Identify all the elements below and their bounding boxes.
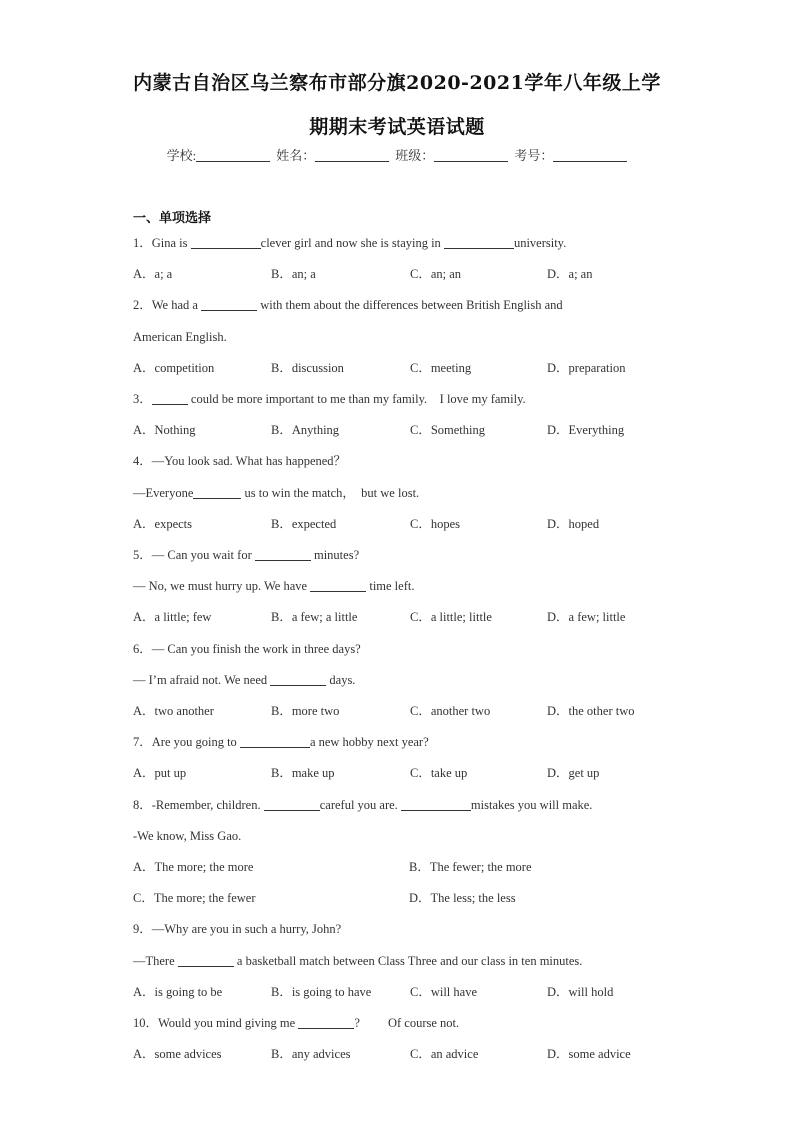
option-c[interactable]: C．will have bbox=[410, 984, 478, 999]
option-b[interactable]: B．discussion bbox=[271, 360, 344, 375]
answer-blank[interactable] bbox=[240, 735, 310, 748]
question-text: —There bbox=[133, 953, 178, 968]
answer-blank[interactable] bbox=[178, 954, 234, 967]
section-heading: 一、单项选择 bbox=[133, 211, 212, 226]
option-c[interactable]: C．take up bbox=[410, 766, 468, 781]
number-label: 考号： bbox=[514, 148, 554, 163]
question-text: 6．— Can you finish the work in three days? bbox=[133, 641, 361, 656]
option-a[interactable]: A．two another bbox=[133, 704, 214, 718]
option-a[interactable]: A．some advices bbox=[133, 1047, 222, 1062]
option-c[interactable]: C．meeting bbox=[410, 360, 472, 375]
option-a[interactable]: A．The more; the more bbox=[133, 860, 254, 874]
question-text: mistakes you will make. bbox=[470, 797, 593, 812]
question-6-line-1 bbox=[133, 640, 361, 658]
question-text: minutes? bbox=[310, 548, 360, 562]
question-text: 3． bbox=[133, 392, 152, 406]
option-c[interactable]: C．an advice bbox=[410, 1047, 479, 1062]
option-b[interactable]: B．more two bbox=[271, 704, 340, 718]
question-2-line-2 bbox=[133, 328, 227, 346]
answer-blank[interactable] bbox=[264, 798, 320, 811]
question-9-line-1 bbox=[133, 920, 341, 938]
option-b[interactable]: B．a few; a little bbox=[271, 610, 358, 625]
answer-blank[interactable] bbox=[298, 1016, 354, 1029]
option-a[interactable]: A．Nothing bbox=[133, 423, 196, 438]
question-text: with them about the differences between British English and bbox=[257, 298, 563, 313]
answer-blank[interactable] bbox=[270, 673, 326, 686]
question-9-options bbox=[133, 983, 693, 1001]
student-info-row bbox=[0, 145, 794, 164]
name-blank bbox=[315, 149, 389, 162]
question-3-line-1 bbox=[133, 390, 526, 408]
question-text: careful you are. bbox=[319, 797, 401, 812]
option-b[interactable]: B．is going to have bbox=[271, 984, 372, 999]
question-text: 8．-Remember, children. bbox=[133, 797, 264, 812]
question-text: ? Of course not. bbox=[354, 1016, 460, 1030]
question-7-options bbox=[133, 764, 693, 782]
option-c[interactable]: C．hopes bbox=[410, 516, 461, 531]
question-text: 1．Gina is bbox=[133, 236, 191, 250]
option-c[interactable]: C．a little; little bbox=[410, 610, 492, 625]
question-4-line-2 bbox=[133, 484, 419, 502]
option-b[interactable]: B．an; a bbox=[271, 267, 316, 282]
answer-blank[interactable] bbox=[193, 486, 241, 499]
question-5-line-1 bbox=[133, 546, 359, 564]
answer-blank[interactable] bbox=[255, 548, 311, 561]
school-label: 学校: bbox=[166, 148, 197, 163]
question-8-line-1 bbox=[133, 796, 592, 814]
option-d[interactable]: D．The less; the less bbox=[409, 891, 516, 906]
option-d[interactable]: D．hoped bbox=[547, 516, 600, 531]
question-text: us to win the match， but we lost. bbox=[241, 485, 420, 500]
question-text: time left. bbox=[366, 579, 415, 594]
question-5-line-2 bbox=[133, 577, 414, 595]
answer-blank[interactable] bbox=[310, 579, 366, 592]
question-4-options bbox=[133, 515, 693, 533]
question-9-line-2 bbox=[133, 952, 582, 970]
question-1-line-1 bbox=[133, 234, 566, 252]
option-b[interactable]: B．expected bbox=[271, 516, 337, 531]
option-a[interactable]: A．put up bbox=[133, 766, 187, 781]
option-d[interactable]: D．Everything bbox=[547, 423, 625, 438]
school-blank bbox=[196, 149, 270, 162]
option-d[interactable]: D．a few; little bbox=[547, 610, 626, 625]
option-d[interactable]: D．some advice bbox=[547, 1047, 631, 1062]
question-text: 9．—Why are you in such a hurry, John? bbox=[133, 922, 342, 937]
question-text: -We know, Miss Gao. bbox=[133, 828, 242, 843]
option-d[interactable]: D．will hold bbox=[547, 984, 614, 999]
option-a[interactable]: A．a little; few bbox=[133, 610, 212, 625]
question-text: 7．Are you going to bbox=[133, 735, 240, 750]
option-b[interactable]: B．The fewer; the more bbox=[409, 860, 532, 874]
question-text: 2．We had a bbox=[133, 298, 202, 313]
option-b[interactable]: B．Anything bbox=[271, 423, 340, 438]
question-text: — I’m afraid not. We need bbox=[133, 672, 271, 687]
option-c[interactable]: C．The more; the fewer bbox=[133, 891, 256, 906]
question-8-options-row-1 bbox=[133, 858, 693, 876]
option-a[interactable]: A．expects bbox=[133, 516, 193, 531]
question-1-options bbox=[133, 265, 693, 283]
option-c[interactable]: C．Something bbox=[410, 423, 486, 438]
question-text: could be more important to me than my family. I love my family. bbox=[187, 392, 526, 406]
option-d[interactable]: D．preparation bbox=[547, 360, 626, 375]
question-6-line-2 bbox=[133, 671, 355, 689]
question-text: 5．— Can you wait for bbox=[133, 548, 255, 562]
name-label: 姓名： bbox=[276, 148, 316, 163]
option-b[interactable]: B．any advices bbox=[271, 1047, 351, 1062]
question-2-options bbox=[133, 359, 693, 377]
question-text: a new hobby next year? bbox=[309, 735, 429, 750]
exam-title-line-2: 期期末考试英语试题 bbox=[309, 116, 485, 138]
question-text: university. bbox=[513, 236, 567, 250]
question-text: 4．—You look sad. What has happened？ bbox=[133, 454, 347, 469]
option-b[interactable]: B．make up bbox=[271, 766, 335, 781]
answer-blank[interactable] bbox=[191, 236, 261, 249]
answer-blank[interactable] bbox=[201, 298, 257, 311]
option-a[interactable]: A．competition bbox=[133, 360, 215, 375]
option-c[interactable]: C．an; an bbox=[410, 267, 462, 282]
question-10-line-1 bbox=[133, 1014, 459, 1032]
answer-blank[interactable] bbox=[401, 798, 471, 811]
question-7-line-1 bbox=[133, 733, 429, 751]
option-d[interactable]: D．a; an bbox=[547, 267, 593, 282]
question-3-options bbox=[133, 421, 693, 439]
exam-title-line-1: 内蒙古自治区乌兰察布市部分旗2020-2021学年八年级上学 bbox=[133, 72, 661, 94]
question-10-options bbox=[133, 1045, 693, 1063]
question-text: American English. bbox=[133, 329, 227, 344]
question-4-line-1 bbox=[133, 452, 346, 470]
question-8-options-row-2 bbox=[133, 889, 693, 907]
question-text: a basketball match between Class Three and our class in ten minutes. bbox=[233, 953, 583, 968]
answer-blank[interactable] bbox=[152, 392, 188, 405]
option-d[interactable]: D．the other two bbox=[547, 704, 635, 718]
question-5-options bbox=[133, 608, 693, 626]
question-text: —Everyone bbox=[133, 485, 194, 500]
question-text: days. bbox=[326, 672, 356, 687]
number-blank bbox=[553, 149, 627, 162]
question-text: clever girl and now she is staying in bbox=[260, 236, 444, 250]
class-blank bbox=[434, 149, 508, 162]
question-6-options bbox=[133, 702, 693, 720]
option-a[interactable]: A．a; a bbox=[133, 267, 173, 282]
answer-blank[interactable] bbox=[444, 236, 514, 249]
question-2-line-1 bbox=[133, 296, 563, 314]
option-d[interactable]: D．get up bbox=[547, 766, 600, 781]
question-8-line-2 bbox=[133, 827, 241, 845]
option-c[interactable]: C．another two bbox=[410, 704, 491, 718]
class-label: 班级： bbox=[395, 148, 435, 163]
option-a[interactable]: A．is going to be bbox=[133, 984, 223, 999]
question-text: — No, we must hurry up. We have bbox=[133, 579, 311, 594]
question-text: 10．Would you mind giving me bbox=[133, 1016, 299, 1030]
